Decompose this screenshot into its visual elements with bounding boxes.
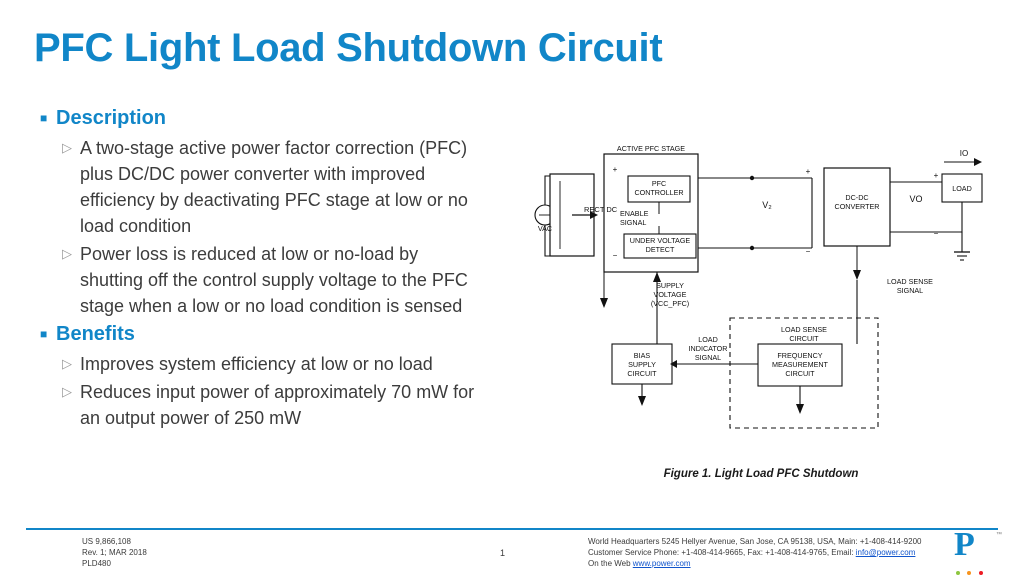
company-logo: [948, 528, 1004, 572]
label-uv-detect-1: UNDER VOLTAGE: [629, 236, 691, 245]
square-bullet-icon: ■: [40, 327, 48, 341]
polarity-minus-2: −: [805, 247, 811, 256]
footer-right-line-1: World Headquarters 5245 Hellyer Avenue, San Jose, CA 95138, USA, Main: +1-408-414-9200: [588, 537, 922, 546]
label-io: IO: [959, 149, 969, 158]
polarity-plus-3: +: [933, 171, 939, 180]
label-enable-signal-2: SIGNAL: [620, 218, 647, 227]
figure-caption: Figure 1. Light Load PFC Shutdown: [663, 468, 859, 480]
footer-right-line-3: On the Web www.power.com: [588, 559, 691, 568]
bullet-list: [34, 105, 514, 433]
logo-dot-green: [956, 571, 960, 575]
list-item: [34, 135, 514, 239]
logo-dots: [956, 562, 986, 580]
list-item: [34, 105, 514, 131]
list-item-label: Description: [56, 107, 167, 129]
square-bullet-icon: ■: [40, 111, 48, 125]
label-load-sense-circuit-1: LOAD SENSE: [781, 325, 827, 334]
label-bias-1: BIAS: [633, 351, 651, 360]
label-bias-3: CIRCUIT: [627, 369, 657, 378]
label-dcdc-2: CONVERTER: [834, 202, 880, 211]
website-link[interactable]: www.power.com: [632, 559, 691, 568]
footer-right-line-2: Customer Service Phone: +1-408-414-9665, Fax: +1-408-414-9765, Email: info@power.com: [588, 548, 916, 557]
triangle-bullet-icon: ▷: [62, 384, 72, 399]
email-link[interactable]: info@power.com: [855, 548, 916, 557]
label-freq-2: MEASUREMENT: [772, 360, 828, 369]
list-item-label: A two-stage active power factor correction (PFC) plus DC/DC power converter with improved efficiency by deactivating PFC stage at low or no load condition: [80, 138, 468, 236]
list-item: [34, 379, 514, 431]
list-item: [34, 351, 514, 377]
block-diagram-svg: [512, 136, 1010, 486]
page-title: PFC Light Load Shutdown Circuit: [34, 26, 663, 70]
label-load: LOAD: [952, 184, 972, 193]
label-v2: V₂: [762, 200, 772, 210]
label-freq-3: CIRCUIT: [785, 369, 815, 378]
list-item: [34, 321, 514, 347]
label-bias-2: SUPPLY: [628, 360, 656, 369]
label-dcdc-1: DC-DC: [845, 193, 869, 202]
label-enable-signal-1: ENABLE: [620, 209, 649, 218]
label-pfc-controller-1: PFC: [651, 179, 667, 188]
footer-left-line-3: PLD480: [82, 559, 111, 568]
label-rect-dc: RECT DC: [584, 205, 618, 214]
polarity-plus-2: +: [805, 167, 811, 176]
label-freq-1: FREQUENCY: [777, 351, 823, 360]
list-item-label: Reduces input power of approximately 70 mW for an output power of 250 mW: [80, 382, 475, 428]
polarity-plus-1: +: [612, 165, 618, 174]
list-item-label: Improves system efficiency at low or no load: [80, 354, 433, 374]
trademark-icon: ™: [996, 532, 1002, 538]
footer-right: [588, 536, 921, 569]
label-uv-detect-2: DETECT: [645, 245, 675, 254]
label-load-sense-signal-2: SIGNAL: [896, 286, 924, 295]
footer-left-line-1: US 9,866,108: [82, 537, 131, 546]
label-pfc-controller-2: CONTROLLER: [634, 188, 684, 197]
footer-divider: [26, 528, 998, 530]
polarity-minus-1: −: [612, 251, 618, 260]
label-supply-3: (VCC_PFC): [650, 299, 690, 308]
label-supply-1: SUPPLY: [656, 281, 684, 290]
list-item: [34, 241, 514, 319]
triangle-bullet-icon: ▷: [62, 356, 72, 371]
footer-left-line-2: Rev. 1; MAR 2018: [82, 548, 147, 557]
label-load-sense-circuit-2: CIRCUIT: [789, 334, 819, 343]
label-load-ind-1: LOAD: [698, 335, 718, 344]
label-vo: VO: [909, 194, 923, 204]
block-diagram-figure: [512, 136, 1010, 486]
label-active-pfc-stage: ACTIVE PFC STAGE: [616, 144, 686, 153]
label-vac: VAC: [537, 224, 553, 233]
triangle-bullet-icon: ▷: [62, 246, 72, 261]
label-load-ind-2: INDICATOR: [688, 344, 728, 353]
footer-left: [82, 536, 147, 569]
logo-dot-orange: [967, 571, 971, 575]
label-supply-2: VOLTAGE: [653, 290, 687, 299]
logo-letter: P: [954, 526, 975, 563]
triangle-bullet-icon: ▷: [62, 140, 72, 155]
list-item-label: Benefits: [56, 323, 135, 345]
logo-dot-red: [979, 571, 983, 575]
polarity-minus-3: −: [933, 229, 939, 238]
list-item-label: Power loss is reduced at low or no-load by shutting off the control supply voltage to the PFC stage when a low or no load condition is sensed: [80, 244, 468, 316]
page-number: 1: [500, 548, 506, 558]
label-load-ind-3: SIGNAL: [694, 353, 722, 362]
label-load-sense-signal-1: LOAD SENSE: [887, 277, 933, 286]
